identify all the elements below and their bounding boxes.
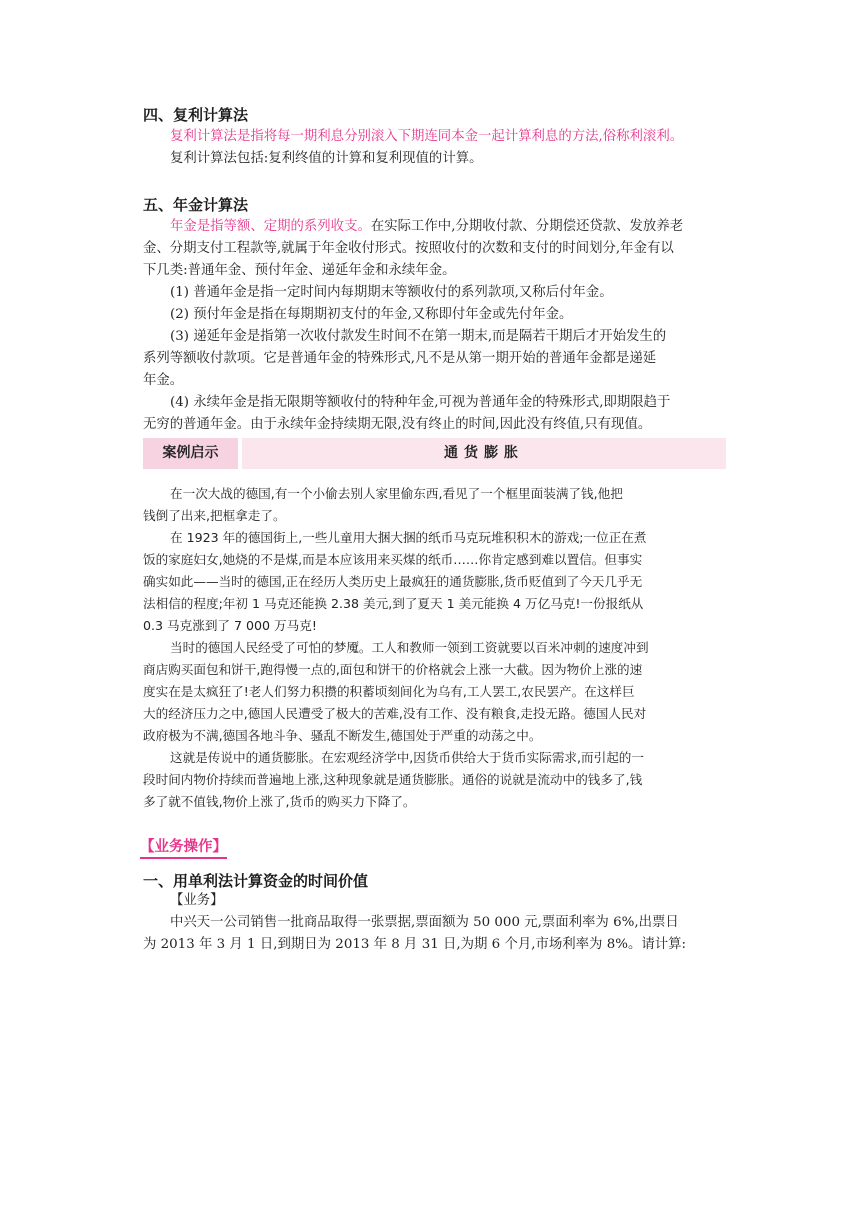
case-p2-line-3: 确实如此——当时的德国,正在经历人类历史上最疯狂的通货膨胀,货币贬值到了今天几乎无 bbox=[143, 574, 643, 589]
case-p3-line-2: 商店购买面包和饼干,跑得慢一点的,面包和饼干的价格就会上涨一大截。因为物价上涨的速 bbox=[143, 662, 643, 677]
case-p2-line-1: 在 1923 年的德国街上,一些儿童用大捆大捆的纸币马克玩堆积积木的游戏;一位正在煮 bbox=[170, 530, 647, 545]
sec4-definition: 复利计算法是指将每一期利息分别滚入下期连同本金一起计算利息的方法,俗称利滚利。 bbox=[170, 129, 684, 144]
sec4-content: 复利计算法包括:复利终值的计算和复利现值的计算。 bbox=[170, 151, 483, 166]
annuity-item-3-line-2: 系列等额收付款项。它是普通年金的特殊形式,凡不是从第一期开始的普通年金都是递延 bbox=[143, 351, 657, 366]
sec5-intro-line-3: 下几类:普通年金、预付年金、递延年金和永续年金。 bbox=[143, 263, 456, 278]
case-p3-line-1: 当时的德国人民经受了可怕的梦魇。工人和教师一领到工资就要以百米冲刺的速度冲到 bbox=[170, 640, 649, 655]
case-p2-line-5: 0.3 马克涨到了 7 000 万马克! bbox=[143, 618, 317, 633]
case-p4-line-3: 多了就不值钱,物价上涨了,货币的购买力下降了。 bbox=[143, 794, 416, 809]
annuity-item-4-line-2: 无穷的普通年金。由于永续年金持续期无限,没有终止的时间,因此没有终值,只有现值。 bbox=[143, 417, 652, 432]
section-5-heading: 五、年金计算法 bbox=[143, 196, 249, 214]
case-p3-line-4: 大的经济压力之中,德国人民遭受了极大的苦难,没有工作、没有粮食,走投无路。德国人民对 bbox=[143, 706, 647, 721]
case-p1-line-2: 钱倒了出来,把框拿走了。 bbox=[143, 508, 286, 523]
case-banner bbox=[143, 438, 726, 469]
case-p1-line-1: 在一次大战的德国,有一个小偷去别人家里偷东西,看见了一个框里面装满了钱,他把 bbox=[170, 486, 623, 501]
case-title: 通货膨胀 bbox=[242, 438, 726, 469]
simple-interest-heading: 一、用单利法计算资金的时间价值 bbox=[143, 872, 369, 890]
business-line-2: 为 2013 年 3 月 1 日,到期日为 2013 年 8 月 31 日,为期 6 个月,市场利率为 8%。请计算: bbox=[143, 937, 687, 952]
case-p2-line-2: 饭的家庭妇女,她烧的不是煤,而是本应该用来买煤的纸币……你肯定感到难以置信。但事实 bbox=[143, 552, 643, 567]
annuity-item-3-line-3: 年金。 bbox=[143, 373, 184, 388]
case-tag: 案例启示 bbox=[143, 438, 238, 469]
sec5-intro-rest: 在实际工作中,分期收付款、分期偿还贷款、发放养老 bbox=[370, 219, 684, 234]
annuity-item-1: (1) 普通年金是指一定时间内每期期末等额收付的系列款项,又称后付年金。 bbox=[170, 285, 613, 300]
case-p3-line-3: 度实在是太疯狂了!老人们努力积攒的积蓄顷刻间化为乌有,工人罢工,农民罢产。在这样巨 bbox=[143, 684, 635, 699]
annuity-item-2: (2) 预付年金是指在每期期初支付的年金,又称即付年金或先付年金。 bbox=[170, 307, 573, 322]
case-p2-line-4: 法相信的程度;年初 1 马克还能换 2.38 美元,到了夏天 1 美元能换 4 万亿马克!一份报纸从 bbox=[143, 596, 644, 611]
annuity-item-3-line-1: (3) 递延年金是指第一次收付款发生时间不在第一期末,而是隔若干期后才开始发生的 bbox=[170, 329, 667, 344]
business-tag: 【业务】 bbox=[170, 893, 224, 908]
case-p3-line-5: 政府极为不满,德国各地斗争、骚乱不断发生,德国处于严重的动荡之中。 bbox=[143, 728, 542, 743]
annuity-definition: 年金是指等额、定期的系列收支。 bbox=[170, 219, 371, 234]
business-operations-heading: 【业务操作】 bbox=[140, 835, 227, 859]
sec5-intro-line-1 bbox=[170, 216, 723, 238]
case-p4-line-2: 段时间内物价持续而普遍地上涨,这种现象就是通货膨胀。通俗的说就是流动中的钱多了,钱 bbox=[143, 772, 643, 787]
sec5-intro-line-2: 金、分期支付工程款等,就属于年金收付形式。按照收付的次数和支付的时间划分,年金有以 bbox=[143, 241, 674, 256]
annuity-item-4-line-1: (4) 永续年金是指无限期等额收付的特种年金,可视为普通年金的特殊形式,即期限趋于 bbox=[170, 395, 671, 410]
business-line-1: 中兴天一公司销售一批商品取得一张票据,票面额为 50 000 元,票面利率为 6%,出票日 bbox=[170, 915, 679, 930]
section-4-heading: 四、复利计算法 bbox=[143, 106, 249, 124]
case-p4-line-1: 这就是传说中的通货膨胀。在宏观经济学中,因货币供给大于货币实际需求,而引起的一 bbox=[170, 750, 644, 765]
